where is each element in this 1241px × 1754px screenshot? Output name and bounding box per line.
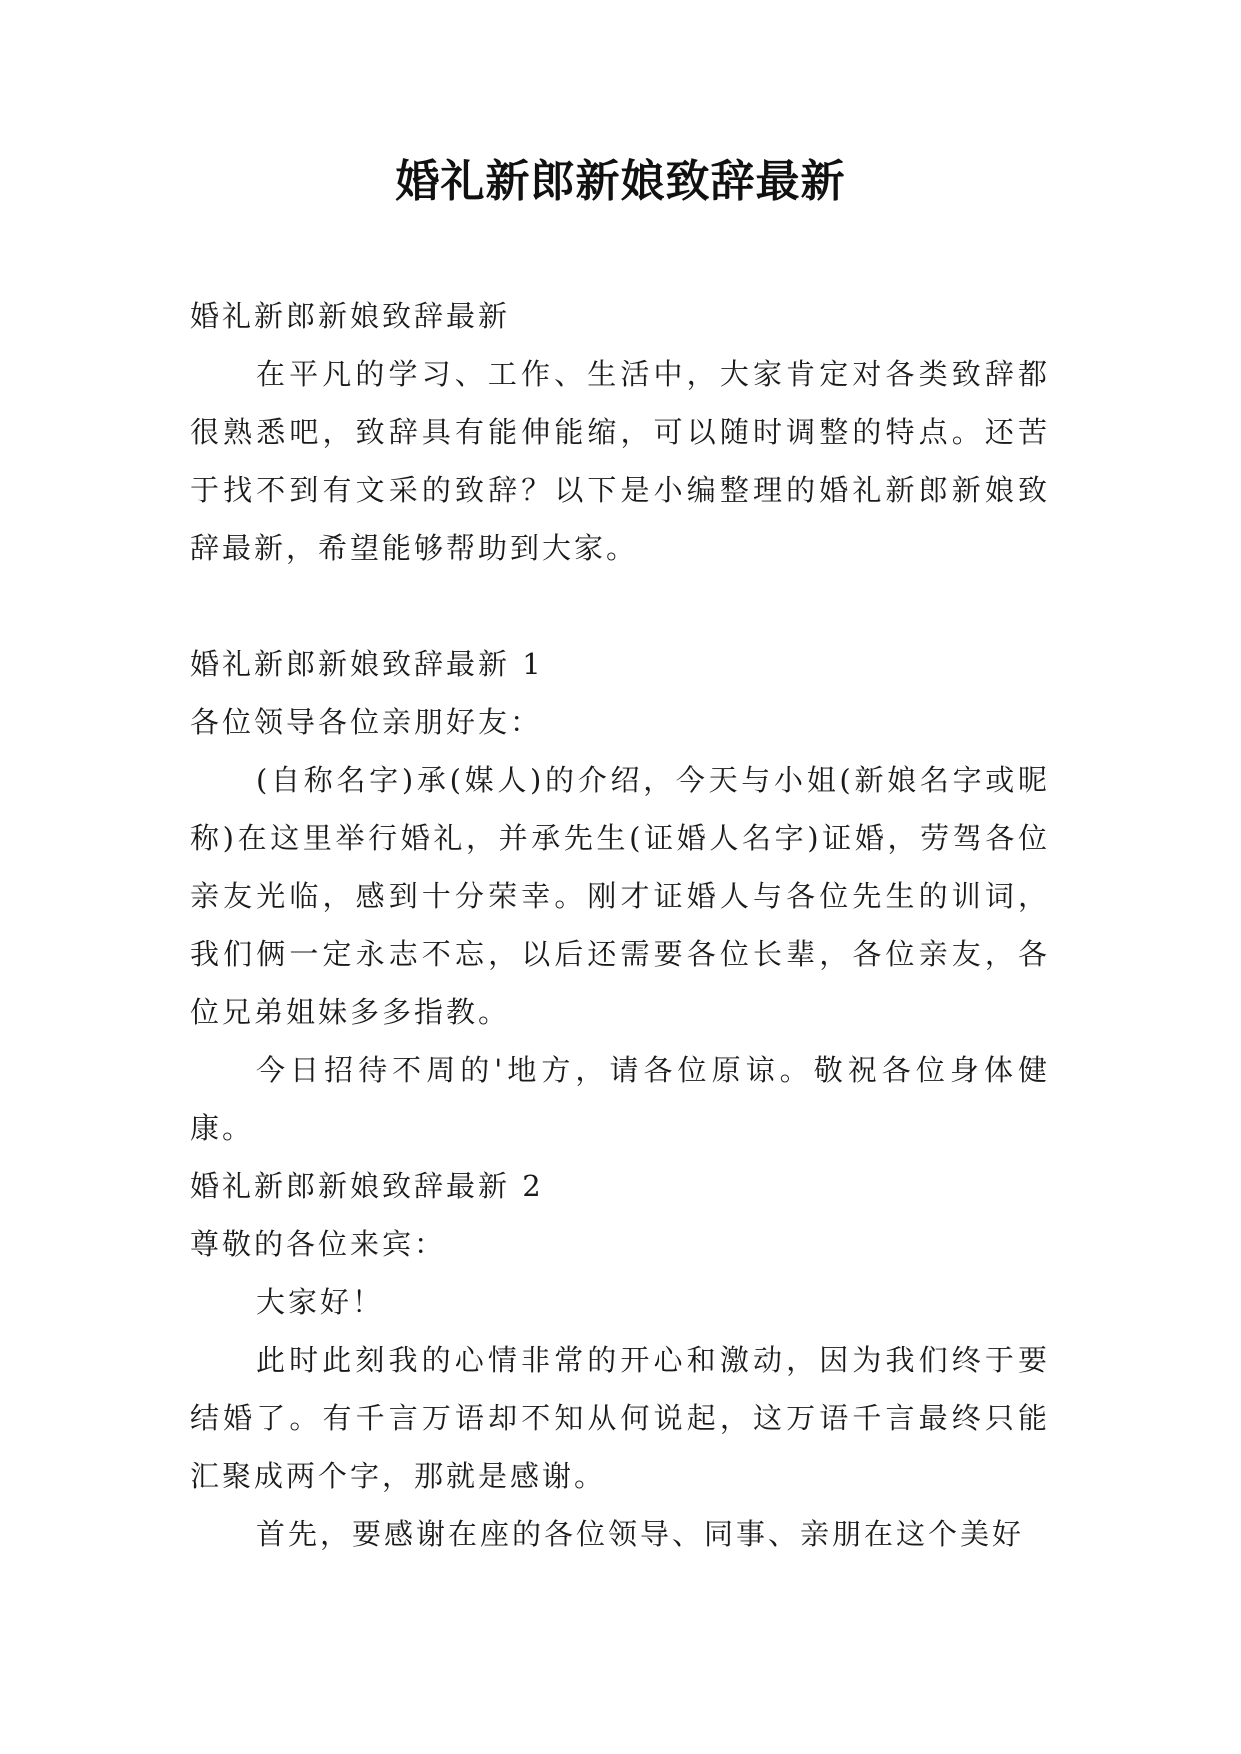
intro-paragraph: 在平凡的学习、工作、生活中，大家肯定对各类致辞都很熟悉吧，致辞具有能伸能缩，可以随时调整的特点。还苦于找不到有文采的致辞？以下是小编整理的婚礼新郎新娘致辞最新，希望能够帮助到大家。 [190,357,1050,565]
section-heading-2: 婚礼新郎新娘致辞最新 2 [190,1169,544,1203]
speech-2-greeting: 大家好！ [256,1285,385,1319]
speech-2-paragraph-2: 首先，要感谢在座的各位领导、同事、亲朋在这个美好 [256,1517,1025,1551]
speech-2-paragraph-1: 此时此刻我的心情非常的开心和激动，因为我们终于要结婚了。有千言万语却不知从何说起，这万语千言最终只能汇聚成两个字，那就是感谢。 [190,1343,1050,1493]
paragraph-gap [190,577,1050,635]
intro-heading: 婚礼新郎新娘致辞最新 [190,299,511,333]
section-heading-1: 婚礼新郎新娘致辞最新 1 [190,647,544,681]
document-title: 婚礼新郎新娘致辞最新 [395,156,846,207]
speech-1-paragraph-2: 今日招待不周的'地方，请各位原谅。敬祝各位身体健康。 [190,1053,1050,1145]
document-body [190,287,1050,1563]
salutation-1: 各位领导各位亲朋好友： [190,705,543,739]
salutation-2: 尊敬的各位来宾： [190,1227,447,1261]
speech-1-paragraph-1: (自称名字)承(媒人)的介绍，今天与小姐(新娘名字或昵称)在这里举行婚礼，并承先生(证婚人名字)证婚，劳驾各位亲友光临，感到十分荣幸。刚才证婚人与各位先生的训词，我们俩一定永志不忘，以后还需要各位长辈，各位亲友，各位兄弟姐妹多多指教。 [190,763,1050,1029]
